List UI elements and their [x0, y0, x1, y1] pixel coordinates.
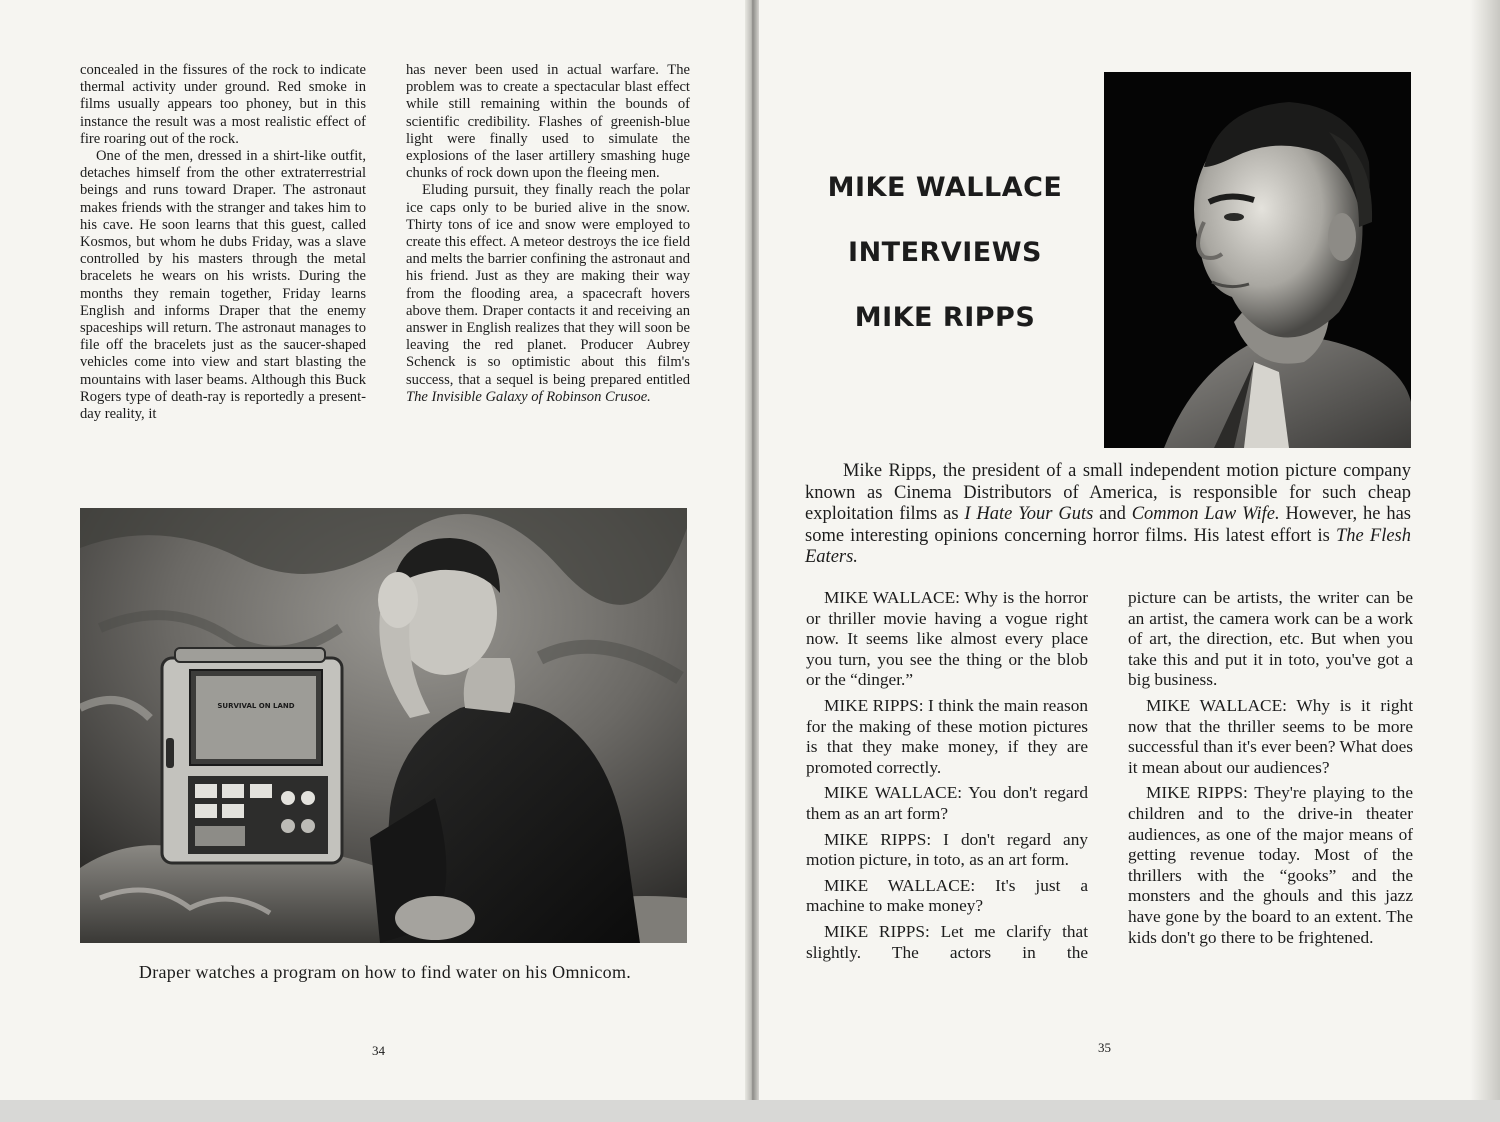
paragraph: One of the men, dressed in a shirt-like outfit, detaches himself from the other extraterrestrial beings and runs toward Draper. The astronaut makes friends with the stranger and takes him to his cave. He soon learns that this guest, called Kosmos, but whom he dubs Friday, was a slave controlled by his masters through the metal bracelets he wears on his wrists. During the months they remain together, Friday learns English and informs Draper that the enemy spaceships will return. The astronaut manages to file off the bracelets just as the saucer-shaped vehicles come into view and start blasting the mountains with laser beams. Although this Buck Rogers type of death-ray is reportedly a present-day reality, it [80, 148, 366, 423]
article-title-line-2: INTERVIEWS [848, 237, 1042, 268]
page-number-right: 35 [1098, 1040, 1111, 1055]
intro-text: Mike Ripps, the president of a small independent motion picture company known as Cinema Distributors of America, is responsible for such cheap exploitation films as [805, 461, 1411, 524]
interview-paragraph: MIKE WALLACE: It's just a machine to make money? [806, 875, 1088, 916]
article-title-line-1: MIKE WALLACE [827, 172, 1063, 203]
interview-paragraph: MIKE WALLACE: Why is it right now that the thriller seems to be more successful than it's ever been? What does it mean about our audiences? [1128, 695, 1413, 777]
interview-paragraph: MIKE RIPPS: Let me clarify that slightly. The actors in the [806, 921, 1088, 962]
page-number-left: 34 [372, 1043, 385, 1058]
page-edge-shadow [1470, 0, 1500, 1100]
interview-paragraph: MIKE WALLACE: Why is the horror or thriller movie having a vogue right now. It seems like almost every place you turn, you see the thing or the blob or the “dinger.” [806, 588, 1088, 690]
film-title: The Flesh Eaters. [805, 525, 1411, 567]
left-column-2 [406, 62, 690, 406]
interview-paragraph: MIKE WALLACE: You don't regard them as an art form? [806, 783, 1088, 823]
paragraph-text: Eluding pursuit, they finally reach the polar ice caps only to be buried alive in the snow. Thirty tons of ice and snow were employed to create this effect. A meteor destroys the ice field and melts the barrier confining the astronaut and his friend. Just as they are making their way from the flooding area, a spacecraft hovers above them. Draper contacts it and receiving an answer in English realizes that they will soon be leaving the red planet. Producer Aubrey Schenck is so optimistic about this film's success, that a sequel is being prepared entitled [406, 182, 690, 388]
mike-ripps-portrait [1104, 72, 1411, 448]
article-title-line-3: MIKE RIPPS [854, 302, 1036, 333]
intro-text: and [1093, 504, 1132, 524]
interview-paragraph: picture can be artists, the writer can be an artist, the camera work can be a work of art, the direction, etc. But when you take this and put it in toto, you've got a big business. [1128, 588, 1413, 690]
omnicom-screen-text: SURVIVAL ON LAND [217, 702, 295, 710]
interview-intro [805, 461, 1411, 569]
interview-paragraph: MIKE RIPPS: I don't regard any motion picture, in toto, as an art form. [806, 829, 1088, 870]
sequel-title: The Invisible Galaxy of Robinson Crusoe. [406, 388, 651, 405]
interview-column-1 [806, 588, 1088, 968]
interview-paragraph: MIKE RIPPS: I think the main reason for the making of these motion pictures is that they make money, if they are promoted correctly. [806, 695, 1088, 777]
paragraph: has never been used in actual warfare. The problem was to create a spectacular blast effect while still remaining within the bounds of scientific credibility. Flashes of greenish-blue light were finally used to simulate the explosions of the laser artillery smashing huge chunks of rock down upon the fleeing men. [406, 62, 690, 182]
film-title: I Hate Your Guts [964, 504, 1094, 524]
paragraph: concealed in the fissures of the rock to indicate thermal activity under ground. Red smoke in films usually appears too phoney, but in this instance the result was a most realistic effect of fire roaring out of the rock. [80, 62, 366, 147]
left-column-1 [80, 62, 366, 423]
film-title: Common Law Wife. [1131, 504, 1280, 524]
paragraph [406, 182, 690, 406]
book-gutter [745, 0, 759, 1100]
interview-paragraph: MIKE RIPPS: They're playing to the children and to the drive-in theater audiences, as one of the major means of getting revenue today. Most of the thrillers with the “gooks” and the monsters and the ghouls and this jazz have gone by the board to an extent. The kids don't go there to be frightened. [1128, 783, 1413, 947]
photo-caption: Draper watches a program on how to find water on his Omnicom. [138, 962, 632, 982]
draper-photo [80, 508, 687, 943]
interview-column-2 [1128, 588, 1413, 953]
omnicom-device [162, 648, 342, 863]
intro-text: However, he has some interesting opinions concerning horror films. His latest effort is [805, 504, 1411, 546]
